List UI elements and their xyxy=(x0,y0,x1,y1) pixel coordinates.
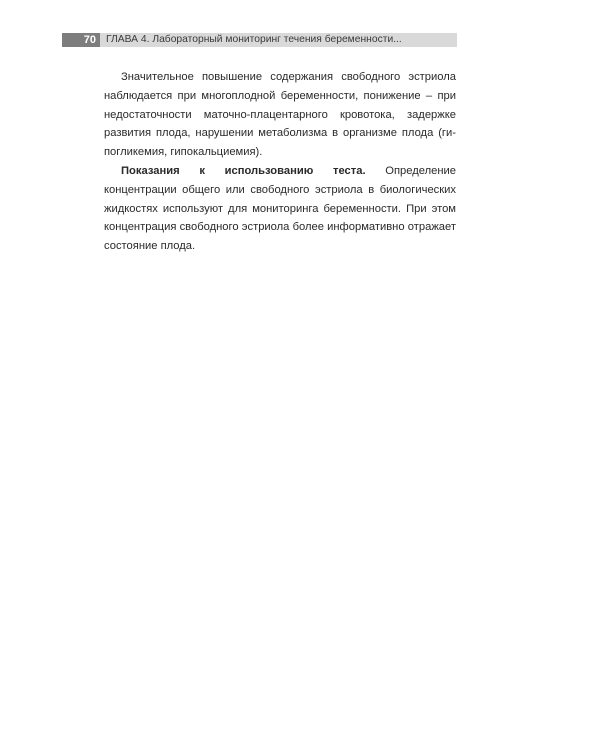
paragraph-lead-heading: Показания к использованию теста. xyxy=(121,164,366,177)
paragraph-estriol-levels xyxy=(104,68,456,162)
body-text xyxy=(104,68,456,256)
paragraph-text: Определение концентрации общего или свободного эстриола в биологических жидкостях используют для мониторинга беременности. При этом концентрация свободного эстриола более информативно отражает состояние плода. xyxy=(104,164,456,253)
running-header xyxy=(62,33,457,47)
paragraph-test-indications xyxy=(104,162,456,256)
page-number: 70 xyxy=(62,33,100,47)
chapter-title: ГЛАВА 4. Лабораторный мониторинг течения беременности... xyxy=(100,33,457,47)
paragraph-text: Значительное повышение содержания свободного эстриола наблюдается при многоплодной беременности, понижение – при недостаточности маточно-плацентарного кровотока, задержке развития плода, нарушении метаболизма в организме плода (гипогликемия, гипокальциемия). xyxy=(104,71,456,159)
